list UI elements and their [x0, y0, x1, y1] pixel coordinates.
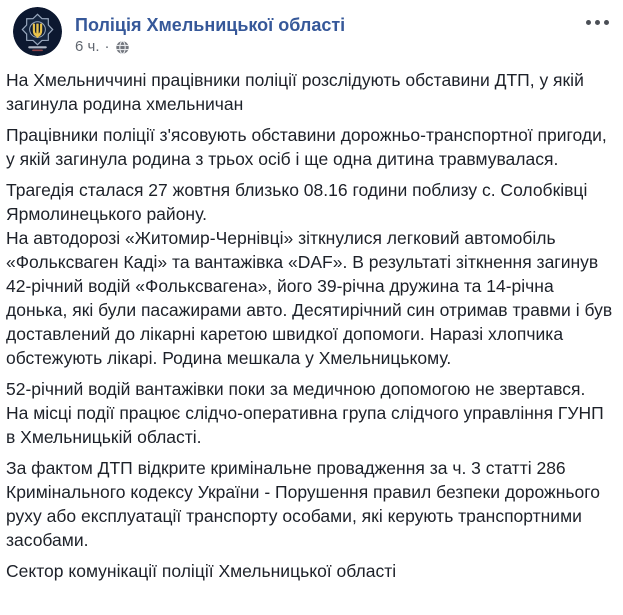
post-header — [6, 7, 614, 56]
post-paragraph — [6, 559, 614, 583]
globe-public-icon — [115, 40, 130, 55]
national-police-badge-icon — [13, 7, 62, 56]
post-subline — [75, 39, 345, 55]
post-paragraph — [6, 377, 614, 449]
dot-icon — [595, 20, 600, 25]
post-text-line: Працівники поліції з'ясовують обставини дорожньо-транспортної пригоди, у якій загинула родина з трьох осіб і ще одна дитина травмувалася. — [6, 125, 607, 169]
dot-icon — [604, 20, 609, 25]
post-text-line: На автодорозі «Житомир-Чернівці» зіткнулися легковий автомобіль «Фольксваген Каді» та вантажівка «DAF». В результаті зіткнення загинув 42-річний водій «Фольксвагена», його 39-річна дружина та 14-річна донька, які були пасажирами авто. Десятирічний син отримав травми і був доставлений до лікарні каретою швидкої допомоги. Наразі хлопчика обстежують лікарі. Родина мешкала у Хмельницькому. — [6, 228, 613, 368]
post-text-line: За фактом ДТП відкрите кримінальне провадження за ч. 3 статті 286 Кримінального кодексу України - Порушення правил безпеки дорожнього руху або експлуатації транспорту особами, які керують транспортними засобами. — [6, 458, 600, 550]
post-text-line: На Хмельниччині працівники поліції розслідують обставини ДТП, у якій загинула родина хмельничан — [6, 70, 584, 114]
post-paragraph — [6, 123, 614, 171]
post-meta — [75, 7, 345, 55]
post-paragraph — [6, 178, 614, 370]
dot-icon — [586, 20, 591, 25]
page-avatar[interactable] — [13, 7, 62, 56]
post-text-line: Трагедія сталася 27 жовтня близько 08.16 години поблизу с. Солобківці Ярмолинецького району. — [6, 180, 588, 224]
post-paragraph — [6, 68, 614, 116]
post-text-line: Сектор комунікації поліції Хмельницької області — [6, 561, 397, 581]
more-options-button[interactable] — [582, 14, 613, 31]
post-text-line: На місці події працює слідчо-оперативна група слідчого управління ГУНП в Хмельницькій області. — [6, 403, 604, 447]
page-name-link[interactable]: Поліція Хмельницької області — [75, 15, 346, 35]
post-paragraph — [6, 456, 614, 552]
meta-separator: · — [104, 38, 110, 55]
post-timestamp[interactable]: 6 ч. — [75, 38, 100, 55]
post-text — [6, 61, 614, 583]
post-text-line: 52-річний водій вантажівки поки за медичною допомогою не звертався. — [6, 379, 586, 399]
